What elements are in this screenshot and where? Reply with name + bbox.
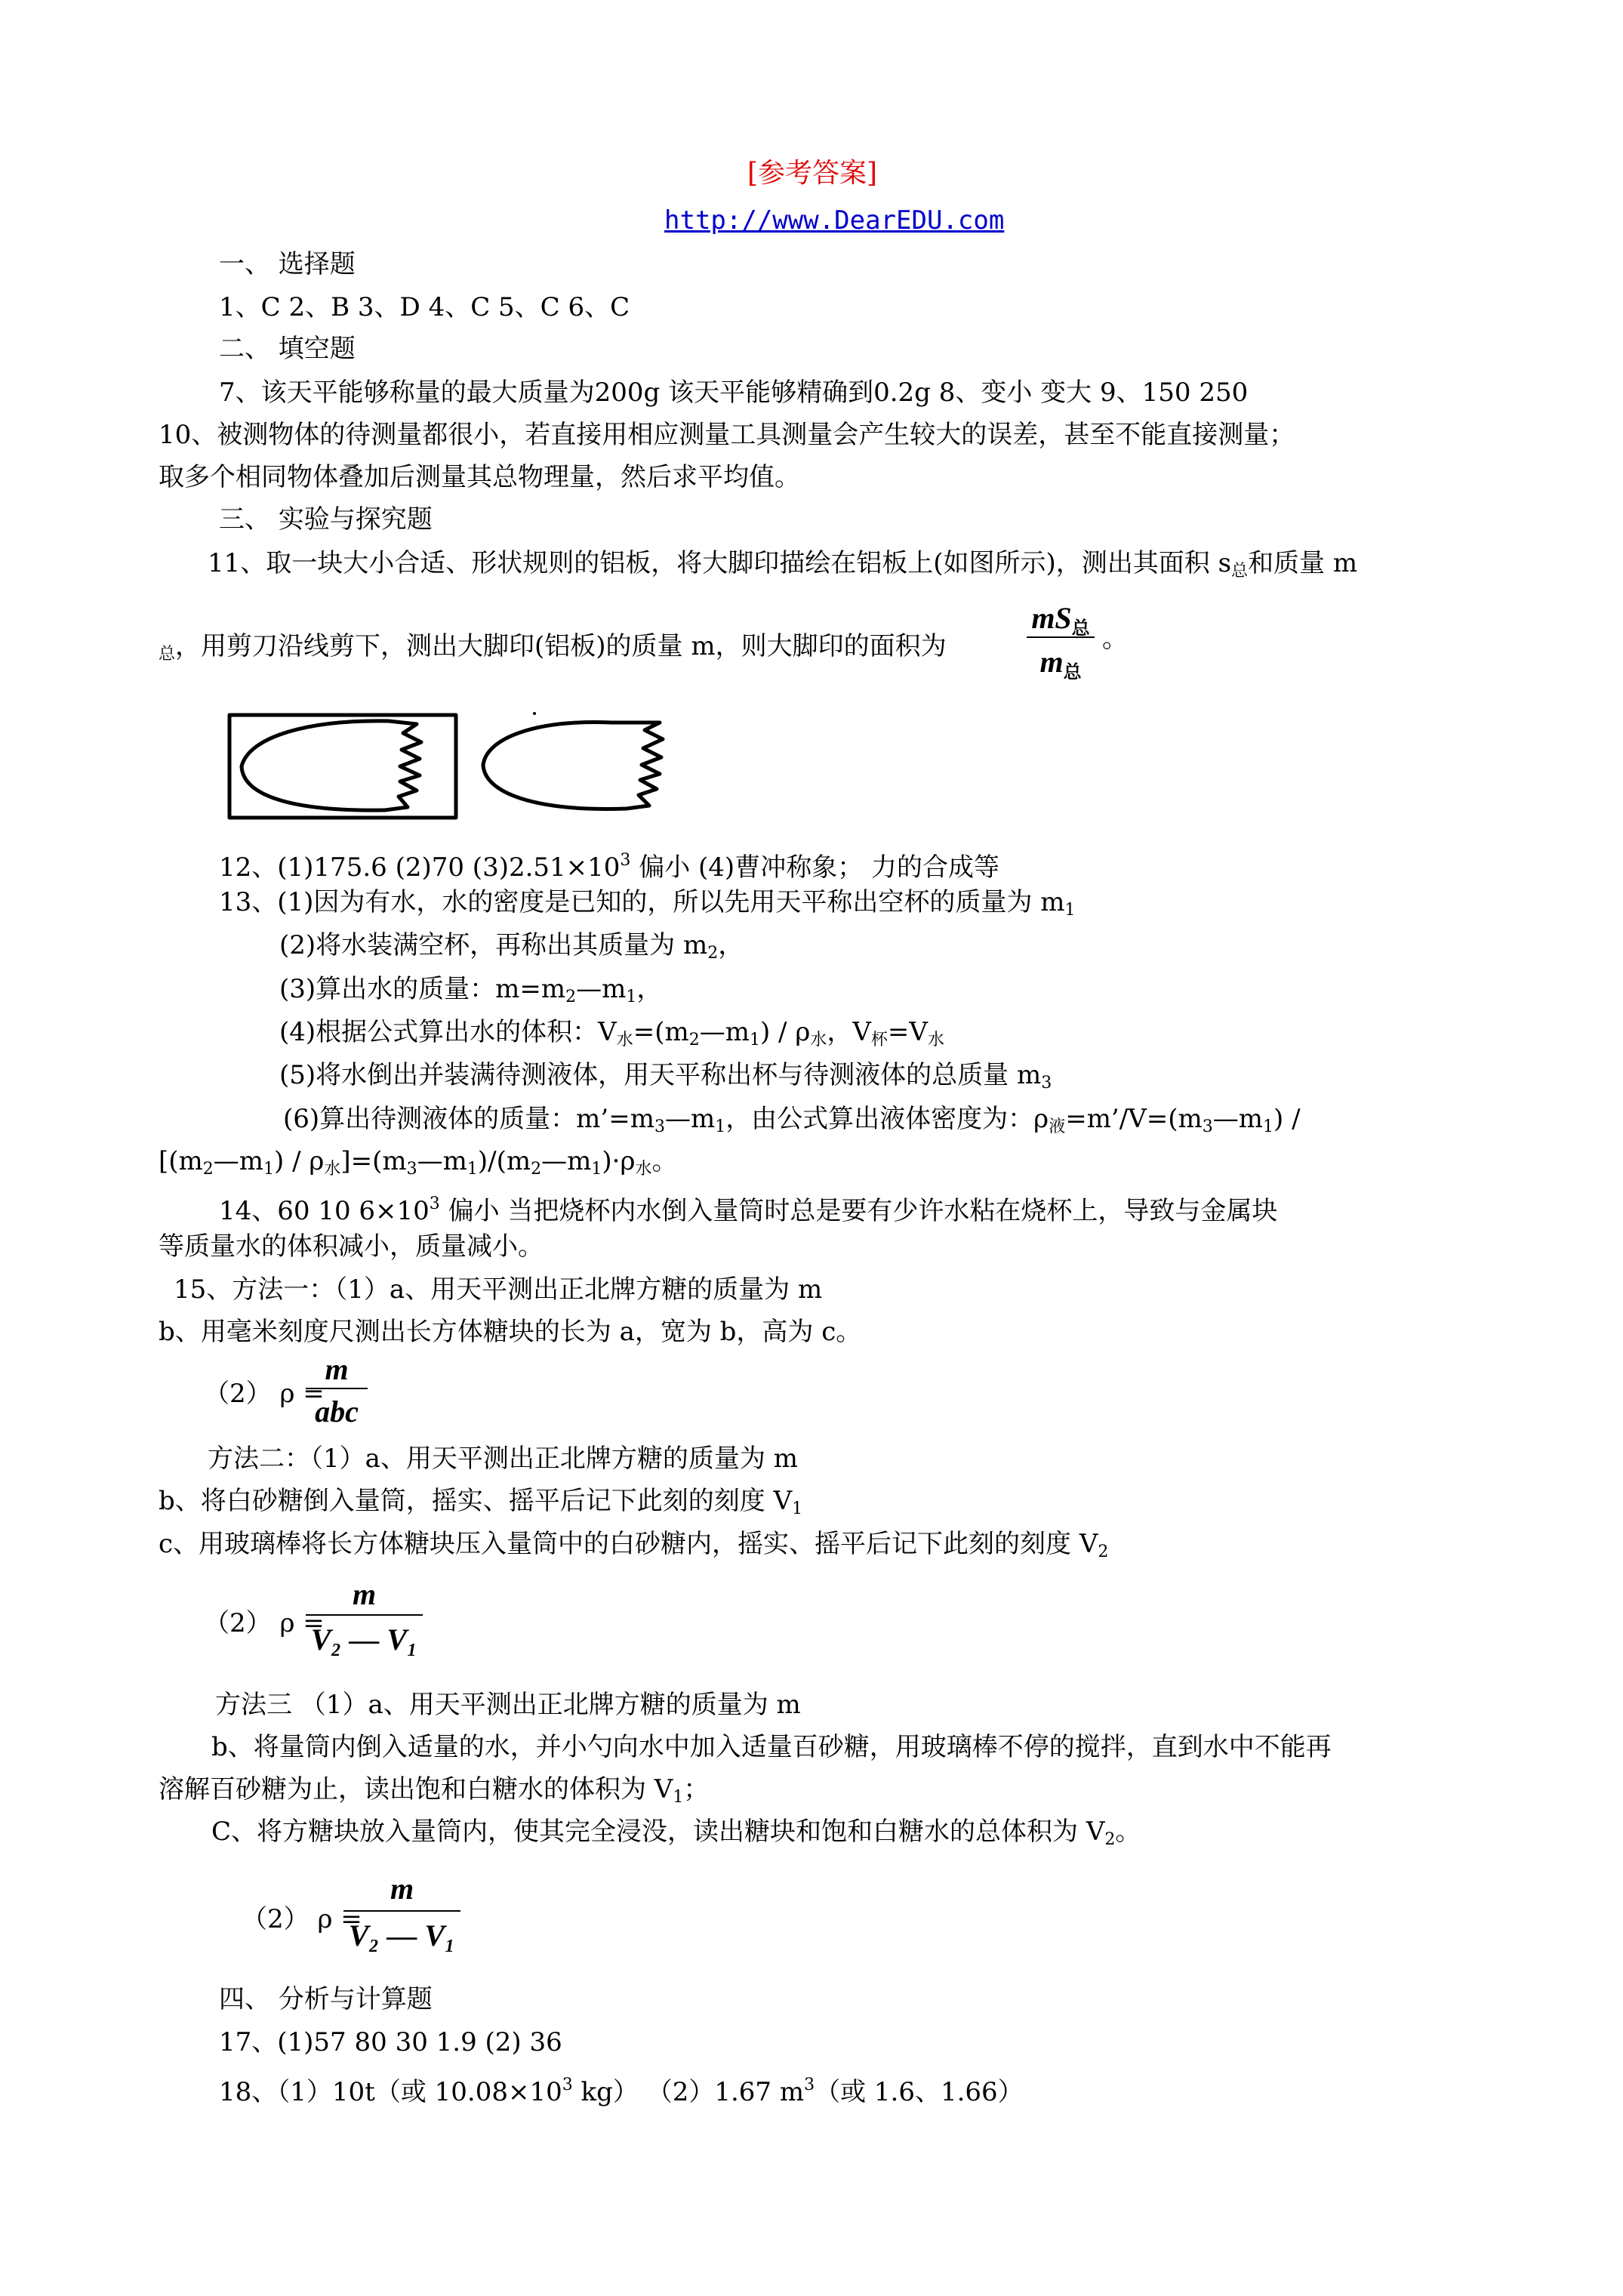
answer-13-step5: (5)将水倒出并装满待测液体，用天平称出杯与待测液体的总质量 $m_3$: [279, 1060, 1052, 1093]
fill-answer-10-line1: 10、被测物体的待测量都很小，若直接用相应测量工具测量会产生较大的误差，甚至不能直接测量；: [159, 420, 1295, 450]
answer-15-method1-a: 15、方法一：（1）a、用天平测出正北牌方糖的质量为 m: [174, 1274, 823, 1305]
footprint-on-plate: [242, 721, 421, 810]
answer-15-method2-a: 方法二：（1）a、用天平测出正北牌方糖的质量为 m: [208, 1444, 798, 1474]
density-formula-2: m V₂ — V₁: [306, 1576, 423, 1663]
answer-13-step4: (4)根据公式算出水的体积：$V_水=(m_2—m_1) / \rho_水$，$V_杯=V_水$: [279, 1017, 944, 1049]
answer-18: 18、（1）10t（或 $10.08\times 10^3$ kg） （2）1.67 $m^3$（或 1.6、1.66）: [219, 2076, 1024, 2107]
figure-dot: [533, 712, 536, 715]
formula1-label: （2） ρ =: [204, 1379, 325, 1409]
formula2-label: （2） ρ =: [204, 1608, 325, 1638]
section-heading-experiment: 三、 实验与探究题: [219, 504, 433, 535]
section-heading-calculation: 四、 分析与计算题: [219, 1984, 433, 2014]
footprint-figure: [219, 706, 732, 827]
answer-15-method2-b: b、将白砂糖倒入量筒，摇实、摇平后记下此刻的刻度 $V_1$: [159, 1486, 803, 1518]
answer-14-line2: 等质量水的体积减小，质量减小。: [159, 1231, 544, 1262]
answer-15-method2-c: c、用玻璃棒将长方体糖块压入量筒中的白砂糖内，摇实、摇平后记下此刻的刻度 $V_2$: [159, 1529, 1109, 1561]
cut-footprint: [483, 723, 663, 809]
area-formula: $mS_总$ $m_总$: [1027, 600, 1095, 683]
source-link[interactable]: http://www.DearEDU.com: [664, 205, 1005, 236]
answer-15-method3-b: b、将量筒内倒入适量的水，并小勺向水中加入适量百砂糖，用玻璃棒不停的搅拌，直到水中不能再: [211, 1732, 1332, 1762]
fill-answers-7-9: 7、该天平能够称量的最大质量为200g 该天平能够精确到0.2g 8、变小 变大 9、150 250: [219, 378, 1249, 408]
formula3-label: （2） ρ =: [242, 1904, 362, 1934]
answer-15-method3-d: C、将方糖块放入量筒内，使其完全浸没，读出糖块和饱和白糖水的总体积为 $V_2$。: [211, 1817, 1141, 1849]
answer-15-method3-a: 方法三 （1）a、用天平测出正北牌方糖的质量为 m: [215, 1690, 801, 1720]
answer-12: 12、(1)175.6 (2)70 $(3)2.51\times 10^3$ 偏小 (4)曹冲称象； 力的合成等: [219, 851, 1000, 883]
density-formula-1: m abc: [306, 1351, 368, 1435]
answer-13-step3: (3)算出水的质量：$m=m_2—m_1$，: [279, 974, 663, 1006]
answer-11-line1: 11、取一块大小合适、形状规则的铝板，将大脚印描绘在铝板上(如图所示)，测出其面积 $s_总$和质量 m: [208, 548, 1358, 581]
answer-14-line1: 14、60 10 $6\times 10^3$ 偏小 当把烧杯内水倒入量筒时总是要有少许水粘在烧杯上，导致与金属块: [219, 1194, 1278, 1226]
document-title: [参考答案]: [747, 158, 878, 189]
answer-13-step6: (6)算出待测液体的质量：$m’=m_3—m_1$，由公式算出液体密度为：$\rho_液=m’/V=(m_3—m_1)$ /: [283, 1104, 1301, 1136]
answer-15-method1-b: b、用毫米刻度尺测出长方体糖块的长为 a，宽为 b，高为 c。: [159, 1317, 862, 1347]
answer-13-step2: (2)将水装满空杯，再称出其质量为 $m_2$，: [279, 930, 744, 963]
answer-13-step1: 13、(1)因为有水，水的密度是已知的，所以先用天平称出空杯的质量为 $m_1$: [219, 887, 1076, 920]
choice-answers: 1、C 2、B 3、D 4、C 5、C 6、C: [219, 292, 630, 322]
answer-17: 17、(1)57 80 30 1.9 (2) 36: [219, 2027, 562, 2057]
density-formula-3: m V₂ — V₁: [343, 1871, 460, 1958]
section-heading-choice: 一、 选择题: [219, 249, 356, 279]
answer-15-method3-c: 溶解百砂糖为止，读出饱和白糖水的体积为 $V_1$；: [159, 1774, 710, 1807]
answer-11-end: 。: [1102, 624, 1128, 654]
section-heading-fill: 二、 填空题: [219, 334, 356, 364]
aluminum-plate-outline: [229, 715, 456, 818]
fill-answer-10-line2: 取多个相同物体叠加后测量其总物理量，然后求平均值。: [159, 462, 800, 492]
answer-11-line2: $_总$，用剪刀沿线剪下，测出大脚印(铝板)的质量 m，则大脚印的面积为: [159, 631, 947, 664]
answer-13-step6-cont: [$(m_2—m_1)$ / $\rho_水]=(m_3—m_1)/(m_2—m_1)\cdot\rho_水$。: [159, 1146, 678, 1179]
